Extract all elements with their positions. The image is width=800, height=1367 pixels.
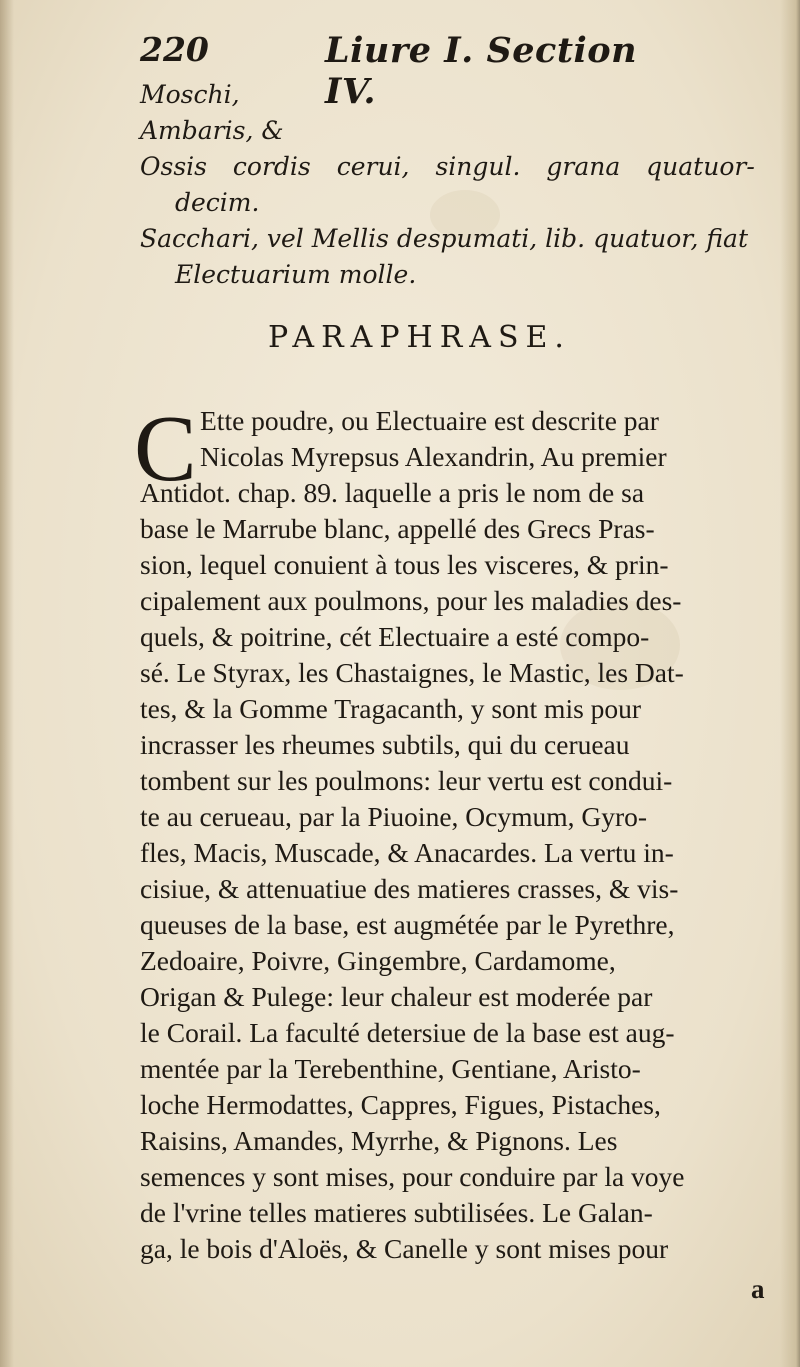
text-line: sion, lequel conuient à tous les visceres, & prin- <box>140 549 669 580</box>
text-line: cisiue, & attenuatiue des matieres crasses, & vis- <box>140 873 679 904</box>
text-line: incrasser les rheumes subtils, qui du cerueau <box>140 729 630 760</box>
text-line: te au cerueau, par la Piuoine, Ocymum, Gyro- <box>140 801 648 832</box>
text-line: fles, Macis, Muscade, & Anacardes. La vertu in- <box>140 837 674 868</box>
recipe-line: Ossis cordis cerui, singul. grana quatuor- <box>140 152 755 181</box>
recipe-line: Ambaris, & <box>140 116 284 145</box>
catchword: a <box>751 1274 765 1304</box>
page-edge <box>780 0 800 1367</box>
recipe-line: Sacchari, vel Mellis despumati, lib. quatuor, fiat <box>140 224 748 253</box>
text-line: de l'vrine telles matieres subtilisées. Le Galan- <box>140 1197 653 1228</box>
text-line: le Corail. La faculté detersiue de la base est aug- <box>140 1017 675 1048</box>
recipe-line: decim. <box>175 188 260 217</box>
text-line: queuses de la base, est augmétée par le Pyrethre, <box>140 909 675 940</box>
section-title: PARAPHRASE. <box>268 320 571 355</box>
text-line: Nicolas Myrepsus Alexandrin, Au premier <box>200 441 667 472</box>
text-line: base le Marrube blanc, appellé des Grecs Pras- <box>140 513 655 544</box>
text-line: Ette poudre, ou Electuaire est descrite par <box>200 405 659 436</box>
text-line: sé. Le Styrax, les Chastaignes, le Mastic, les Dat- <box>140 657 684 688</box>
text-line: loche Hermodattes, Cappres, Figues, Pistaches, <box>140 1089 661 1120</box>
text-line: tombent sur les poulmons: leur vertu est condui- <box>140 765 673 796</box>
text-line: quels, & poitrine, cét Electuaire a esté compo- <box>140 621 650 652</box>
text-line: semences y sont mises, pour conduire par la voye <box>140 1161 685 1192</box>
text-line: tes, & la Gomme Tragacanth, y sont mis pour <box>140 693 642 724</box>
text-line: Zedoaire, Poivre, Gingembre, Cardamome, <box>140 945 616 976</box>
recipe-line: Moschi, <box>140 80 240 109</box>
recipe-line: Electuarium molle. <box>175 260 417 289</box>
text-line: Antidot. chap. 89. laquelle a pris le nom de sa <box>140 477 645 508</box>
page-number: 220 <box>140 30 209 69</box>
text-line: Raisins, Amandes, Myrrhe, & Pignons. Les <box>140 1125 618 1156</box>
gutter-shadow <box>0 0 14 1367</box>
text-line: cipalement aux poulmons, pour les maladies des- <box>140 585 682 616</box>
text-line: ga, le bois d'Aloës, & Canelle y sont mises pour <box>140 1233 669 1264</box>
text-line: Origan & Pulege: leur chaleur est moderée par <box>140 981 653 1012</box>
text-line: mentée par la Terebenthine, Gentiane, Aristo- <box>140 1053 641 1084</box>
running-title: Liure I. Section IV. <box>325 30 638 112</box>
drop-cap: C <box>134 397 197 501</box>
